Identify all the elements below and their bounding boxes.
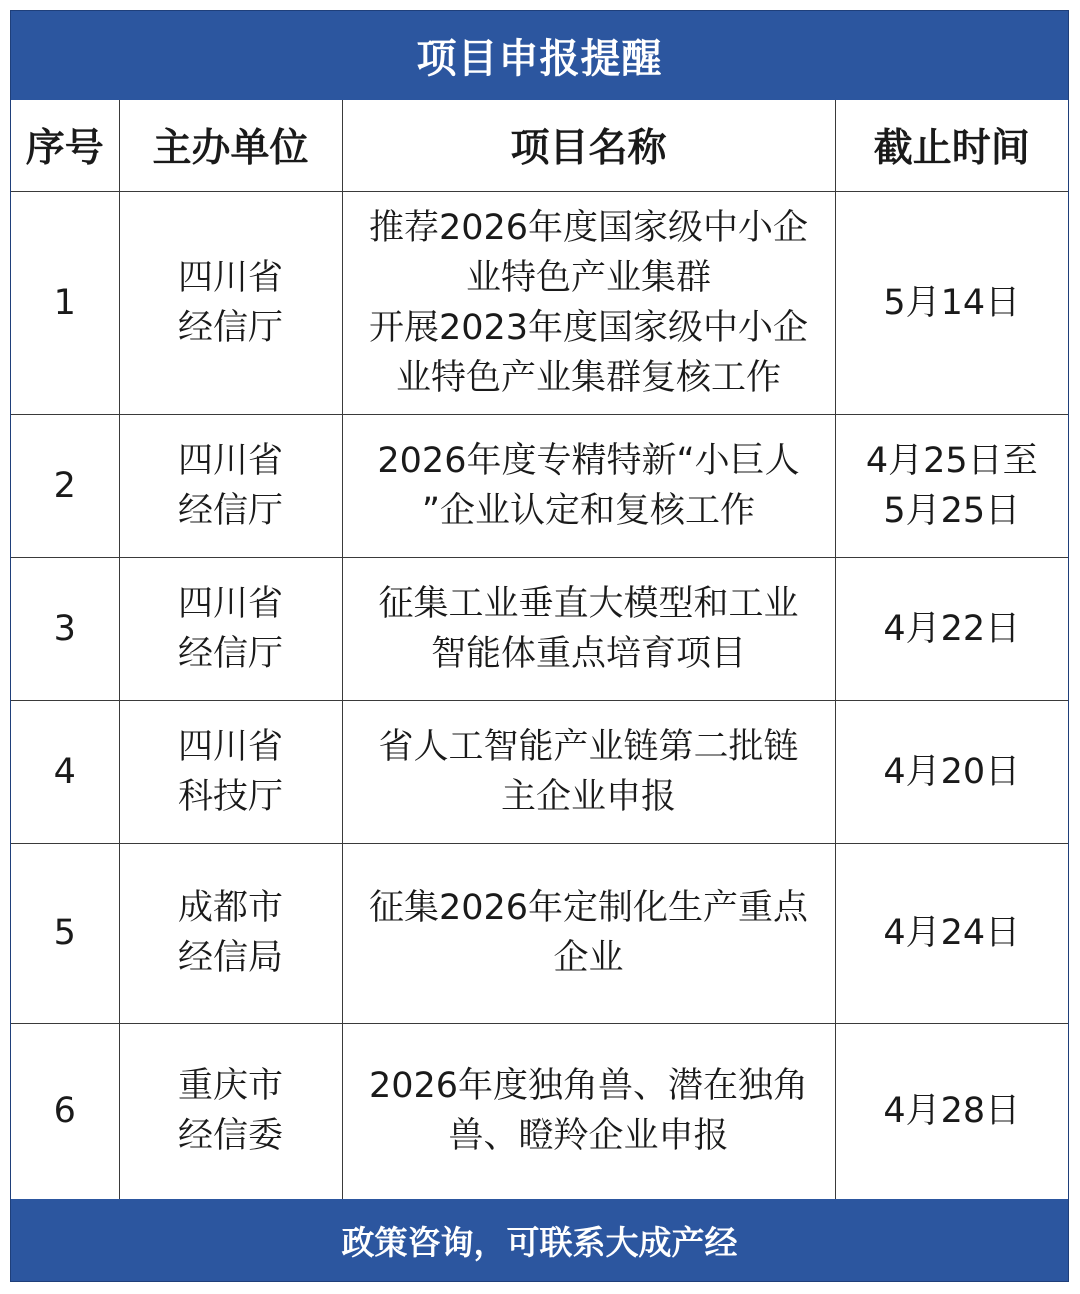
table-row [11, 557, 1068, 700]
column-header-no: 序号 [11, 100, 119, 191]
org-cell [119, 557, 342, 700]
org-cell [119, 191, 342, 414]
reminder-card [10, 10, 1069, 1282]
deadline-line: 5月14日 [883, 282, 1021, 323]
deadline-line: 4月25日至 [865, 440, 1038, 481]
table-row [11, 700, 1068, 843]
org-line: 四川省 [177, 583, 283, 624]
project-line: 智能体重点培育项目 [430, 633, 746, 674]
project-line: 业特色产业集群复核工作 [395, 357, 781, 398]
row-number: 5 [11, 843, 119, 1023]
deadline-line: 4月24日 [883, 913, 1021, 953]
org-line: 经信委 [177, 1116, 283, 1156]
org-line: 重庆市 [177, 1066, 283, 1106]
page-title: 项目申报提醒 [11, 11, 1068, 100]
project-line: 企业 [553, 938, 624, 978]
project-line: 开展2023年度国家级中小企 [368, 307, 809, 348]
project-line: 业特色产业集群 [465, 257, 711, 298]
deadline-cell [835, 700, 1068, 843]
deadline-cell [835, 191, 1068, 414]
deadline-line: 4月22日 [883, 608, 1021, 649]
row-number: 2 [11, 414, 119, 557]
deadline-line: 5月25日 [883, 490, 1021, 531]
column-header-org: 主办单位 [119, 100, 342, 191]
project-line: 省人工智能产业链第二批链 [378, 726, 799, 767]
column-header-deadline: 截止时间 [835, 100, 1068, 191]
org-line: 四川省 [177, 440, 283, 481]
project-line: 主企业申报 [500, 776, 676, 817]
footer-banner: 政策咨询，可联系大成产经 [11, 1199, 1068, 1281]
project-cell [342, 191, 835, 414]
column-header-project: 项目名称 [342, 100, 835, 191]
org-line: 经信厅 [177, 633, 283, 674]
org-line: 四川省 [177, 726, 283, 767]
row-number: 1 [11, 191, 119, 414]
table-row [11, 191, 1068, 414]
project-line: 2026年度专精特新“小巨人 [377, 440, 800, 481]
deadline-line: 4月20日 [883, 751, 1021, 792]
project-cell [342, 1023, 835, 1199]
project-cell [342, 414, 835, 557]
org-cell [119, 414, 342, 557]
org-cell [119, 843, 342, 1023]
project-line: ”企业认定和复核工作 [421, 490, 756, 531]
table-row [11, 414, 1068, 557]
org-line: 经信厅 [177, 307, 283, 348]
row-number: 3 [11, 557, 119, 700]
project-line: 推荐2026年度国家级中小企 [368, 207, 809, 248]
project-line: 征集工业垂直大模型和工业 [378, 583, 799, 624]
org-line: 经信厅 [177, 490, 283, 531]
deadline-cell [835, 1023, 1068, 1199]
table-header-row [11, 100, 1068, 191]
project-line: 2026年度独角兽、潜在独角 [368, 1066, 809, 1106]
deadline-cell [835, 843, 1068, 1023]
org-cell [119, 1023, 342, 1199]
project-line: 征集2026年定制化生产重点 [368, 888, 809, 928]
row-number: 4 [11, 700, 119, 843]
org-line: 经信局 [177, 938, 283, 978]
row-number: 6 [11, 1023, 119, 1199]
org-line: 四川省 [177, 257, 283, 298]
project-line: 兽、瞪羚企业申报 [448, 1116, 729, 1156]
org-line: 成都市 [177, 888, 283, 928]
table-row [11, 1023, 1068, 1199]
project-table [11, 100, 1068, 1200]
project-cell [342, 843, 835, 1023]
project-cell [342, 557, 835, 700]
org-line: 科技厅 [177, 776, 283, 817]
table-row [11, 843, 1068, 1023]
deadline-line: 4月28日 [883, 1091, 1021, 1131]
deadline-cell [835, 414, 1068, 557]
org-cell [119, 700, 342, 843]
deadline-cell [835, 557, 1068, 700]
project-cell [342, 700, 835, 843]
